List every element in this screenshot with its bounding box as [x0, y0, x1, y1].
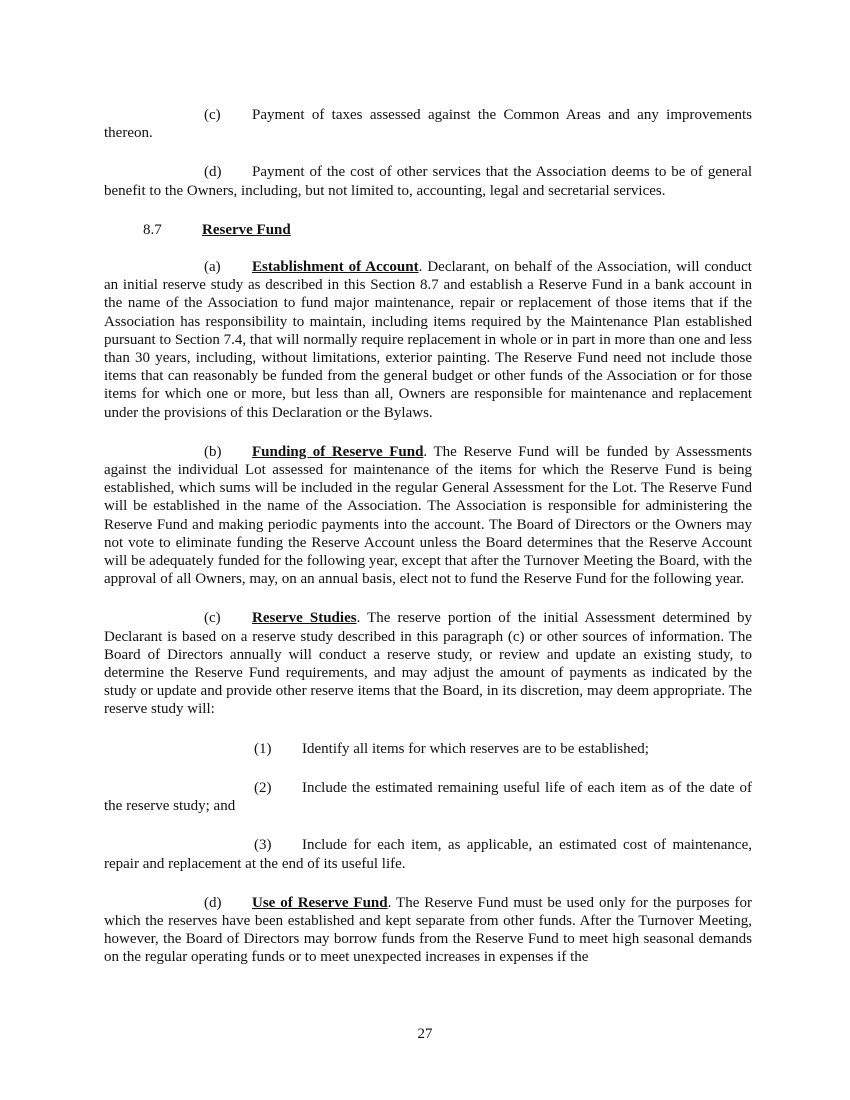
subsection-label: (c)	[204, 610, 221, 627]
subsection-a	[104, 258, 752, 422]
subsection-text: . The Reserve Fund must be used only for the purposes for which the reserves have been established and kept separate from other funds. After the Turnover Meeting, however, the Board of Directors may borrow funds from the Reserve Fund to meet high seasonal demands on the regular operating funds or to meet unexpected increases in expenses if the	[104, 894, 752, 966]
subsection-heading: Funding of Reserve Fund	[252, 443, 424, 460]
subsection-heading: Establishment of Account	[252, 259, 419, 276]
study-item-2	[104, 779, 752, 815]
section-title: Reserve Fund	[202, 221, 291, 238]
study-item-label: (1)	[254, 740, 272, 757]
subsection-b	[104, 443, 752, 589]
study-item-label: (3)	[254, 837, 272, 854]
subsection-label: (a)	[204, 259, 221, 276]
item-label: (d)	[204, 164, 222, 181]
subsection-heading: Use of Reserve Fund	[252, 894, 388, 911]
subsection-heading: Reserve Studies	[252, 610, 357, 627]
subsection-text: . Declarant, on behalf of the Association, will conduct an initial reserve study as described in this Section 8.7 and establish a Reserve Fund in a bank account in the name of the Association to fund major maintenance, repair or replacement of those items that if the Association has responsibility to maintain, including items required by the Maintenance Plan established pursuant to Section 7.4, that will normally require replacement in whole or in part in more than one and less than 30 years, including, without limitations, exterior painting. The Reserve Fund need not include those items that can reasonably be funded from the general budget or other funds of the Association or for those items for which one or more, but less than all, Owners are responsible for maintenance and replacement under the provisions of this Declaration or the Bylaws.	[104, 259, 752, 421]
item-d-services	[104, 163, 752, 199]
study-item-text: Include the estimated remaining useful life of each item as of the date of the reserve study; and	[104, 779, 752, 815]
study-item-1	[104, 740, 752, 758]
item-text: Payment of the cost of other services that the Association deems to be of general benefit to the Owners, including, but not limited to, accounting, legal and secretarial services.	[104, 164, 752, 199]
subsection-text: . The reserve portion of the initial Assessment determined by Declarant is based on a reserve study described in this paragraph (c) or other sources of information. The Board of Directors annually will conduct a reserve study, or review and update an existing study, to determine the Reserve Fund requirements, and may adjust the amount of payments as indicated by the study or update and provide other reserve items that the Board, in its discretion, may deem appropriate. The reserve study will:	[104, 610, 752, 718]
page-number: 27	[417, 1026, 433, 1042]
item-text: Payment of taxes assessed against the Common Areas and any improvements thereon.	[104, 107, 752, 142]
subsection-label: (d)	[204, 894, 222, 911]
section-number: 8.7	[143, 221, 162, 238]
document-page	[104, 106, 752, 967]
item-c-taxes	[104, 106, 752, 142]
subsection-text: . The Reserve Fund will be funded by Assessments against the individual Lot assessed for maintenance of the items for which the Reserve Fund is being established, which sums will be included in the regular General Assessment for the Lot. The Reserve Fund will be established in the name of the Association. The Association is responsible for administering the Reserve Fund and making periodic payments into the account. The Board of Directors or the Owners may not vote to eliminate funding the Reserve Account unless the Board determines that the Reserve Account will be adequately funded for the following year, except that after the Turnover Meeting the Board, with the approval of all Owners, may, on an annual basis, elect not to fund the Reserve Fund for the following year.	[104, 443, 752, 588]
subsection-label: (b)	[204, 443, 222, 460]
subsection-c	[104, 609, 752, 718]
subsection-d	[104, 894, 752, 967]
study-item-text: Identify all items for which reserves are to be established;	[302, 740, 649, 757]
study-item-label: (2)	[254, 779, 272, 796]
study-item-text: Include for each item, as applicable, an estimated cost of maintenance, repair and replacement at the end of its useful life.	[104, 837, 752, 872]
section-heading	[104, 221, 752, 239]
item-label: (c)	[204, 107, 221, 123]
study-item-3	[104, 836, 752, 872]
